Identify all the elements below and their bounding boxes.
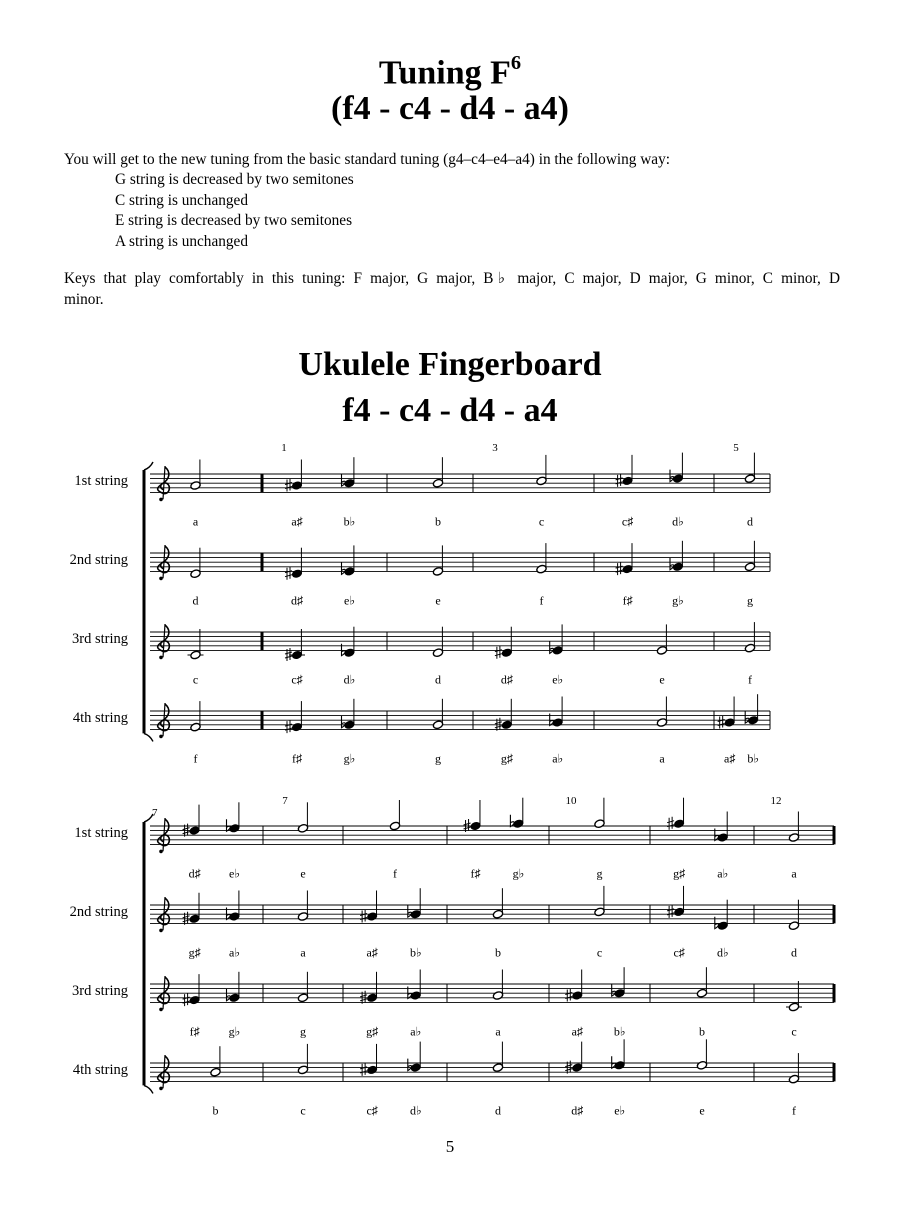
string-label-3: 3rd string <box>72 983 128 1000</box>
note-label: d <box>791 945 797 960</box>
sharp-sign <box>616 562 623 575</box>
note-label: a♯ <box>366 945 378 960</box>
sharp-sign <box>565 1061 572 1074</box>
note-label: f <box>193 751 198 766</box>
measure-number: 10 <box>565 795 577 807</box>
note-label: d <box>747 514 753 529</box>
note-label: a <box>192 514 199 529</box>
note-label: b <box>435 514 441 529</box>
note-label: d <box>192 593 199 608</box>
note-label: f <box>748 672 752 687</box>
treble-clef-tail <box>159 735 163 739</box>
measure-number: 7 <box>282 795 288 807</box>
tuning-change-g: G string is decreased by two semitones <box>115 171 354 188</box>
note-label: f <box>539 593 544 608</box>
note-label: e♭ <box>229 866 240 881</box>
keys-line-2: minor. <box>64 291 104 308</box>
note-label: c♯ <box>366 1103 378 1118</box>
note-label: b <box>495 945 501 960</box>
string-label-3: 3rd string <box>72 631 128 648</box>
note-label: b <box>212 1103 219 1118</box>
note-label: c <box>538 514 545 529</box>
note-label: g <box>435 751 441 766</box>
note-label: e <box>435 593 441 608</box>
treble-clef-tail <box>159 577 163 581</box>
note-label: b♭ <box>613 1024 626 1039</box>
sharp-sign <box>360 1063 367 1076</box>
note-label: c♯ <box>673 945 685 960</box>
note-label: a <box>300 945 306 960</box>
fingerboard-tuning: f4 - c4 - d4 - a4 <box>342 392 558 429</box>
sharp-sign <box>718 716 725 729</box>
tuning-subtitle: (f4 - c4 - d4 - a4) <box>331 90 569 127</box>
note-label: g♭ <box>672 593 684 608</box>
note-label: c♯ <box>621 514 634 529</box>
note-label: g♯ <box>366 1024 379 1039</box>
sharp-sign <box>285 567 292 580</box>
note-label: c♯ <box>291 672 303 687</box>
keys-line-1: Keys that play comfortably in this tuning: F major, G major, B♭ major, C major, D major, G minor, C minor, D <box>64 270 840 287</box>
note-label: f♯ <box>189 1024 200 1039</box>
tuning-change-c: C string is unchanged <box>115 191 248 209</box>
note-label: c <box>596 945 603 960</box>
note-label: f♯ <box>622 593 633 608</box>
sharp-sign <box>667 905 674 918</box>
string-label-4: 4th string <box>72 710 128 727</box>
note-label: d♭ <box>343 672 356 687</box>
note-label: d <box>435 672 441 687</box>
string-label-2: 2nd string <box>69 552 128 569</box>
note-label: e <box>699 1103 705 1118</box>
note-label: c <box>300 1103 306 1118</box>
note-label: a <box>495 1024 501 1039</box>
page-title: Tuning $F^6$ <box>378 52 522 92</box>
fingerboard-title: Ukulele Fingerboard <box>298 346 602 383</box>
note-label: a <box>791 866 797 881</box>
note-label: c <box>192 672 199 687</box>
sharp-sign <box>360 910 367 923</box>
note-label: g♯ <box>673 866 686 881</box>
note-label: f <box>393 866 397 881</box>
note-label: g♯ <box>188 945 201 960</box>
sharp-sign <box>616 474 623 487</box>
sharp-sign <box>183 993 190 1006</box>
note-label: g <box>747 593 753 608</box>
tuning-change-a: A string is unchanged <box>115 233 248 251</box>
note-label: a♭ <box>552 751 564 766</box>
note-label: g♭ <box>512 866 525 881</box>
note-label: b♭ <box>343 514 356 529</box>
note-label: g <box>300 1024 306 1039</box>
note-label: c <box>791 1024 797 1039</box>
intro-text: You will get to the new tuning from the basic standard tuning (g4–c4–e4–a4) in the following way: <box>64 151 670 168</box>
note-label: d♯ <box>188 866 201 881</box>
note-label: d♭ <box>716 945 729 960</box>
page-number: 5 <box>445 1137 455 1156</box>
string-label-2: 2nd string <box>69 904 128 921</box>
note-label: g♯ <box>500 751 513 766</box>
note-label: e♭ <box>552 672 564 687</box>
note-label: e <box>300 866 306 881</box>
treble-clef-tail <box>159 498 163 502</box>
sharp-sign <box>285 479 292 492</box>
note-label: d♯ <box>500 672 513 687</box>
sharp-sign <box>464 819 471 832</box>
sharp-sign <box>495 646 502 659</box>
note-label: f♯ <box>292 751 302 766</box>
note-label: a♭ <box>717 866 729 881</box>
note-label: d♯ <box>291 593 303 608</box>
note-label: e <box>659 672 665 687</box>
note-label: g♭ <box>228 1024 241 1039</box>
string-label-4: 4th string <box>72 1062 128 1079</box>
string-label-1: 1st string <box>74 825 128 842</box>
note-label: g <box>596 866 603 881</box>
measure-number: 7 <box>152 807 158 819</box>
note-label: a♭ <box>410 1024 422 1039</box>
note-label: f♯ <box>470 866 481 881</box>
note-label: f <box>792 1103 796 1118</box>
note-label: g♭ <box>343 751 356 766</box>
tuning-change-e: E string is decreased by two semitones <box>115 212 353 230</box>
treble-clef-tail <box>159 850 163 854</box>
note-label: e♭ <box>614 1103 626 1118</box>
note-label: b♭ <box>747 751 760 766</box>
measure-number: 1 <box>281 442 287 454</box>
note-label: b <box>699 1024 705 1039</box>
treble-clef-tail <box>159 656 163 660</box>
note-label: a <box>659 751 665 766</box>
treble-clef-tail <box>159 929 163 933</box>
sharp-sign <box>667 817 674 830</box>
note-label: a♯ <box>291 514 303 529</box>
note-label: d <box>495 1103 501 1118</box>
note-label: a♭ <box>229 945 240 960</box>
note-label: e♭ <box>344 593 355 608</box>
measure-number: 12 <box>770 795 782 807</box>
note-label: d♭ <box>409 1103 422 1118</box>
treble-clef-tail <box>159 1008 163 1012</box>
note-label: d♯ <box>571 1103 584 1118</box>
sharp-sign <box>565 989 572 1002</box>
sharp-sign <box>285 720 292 733</box>
treble-clef-tail <box>159 1087 163 1091</box>
measure-number: 5 <box>733 442 739 454</box>
note-label: a♯ <box>571 1024 583 1039</box>
note-label: b♭ <box>409 945 422 960</box>
string-label-1: 1st string <box>74 473 128 490</box>
note-label: d♭ <box>672 514 684 529</box>
note-label: a♯ <box>724 751 736 766</box>
measure-number: 3 <box>492 442 498 454</box>
